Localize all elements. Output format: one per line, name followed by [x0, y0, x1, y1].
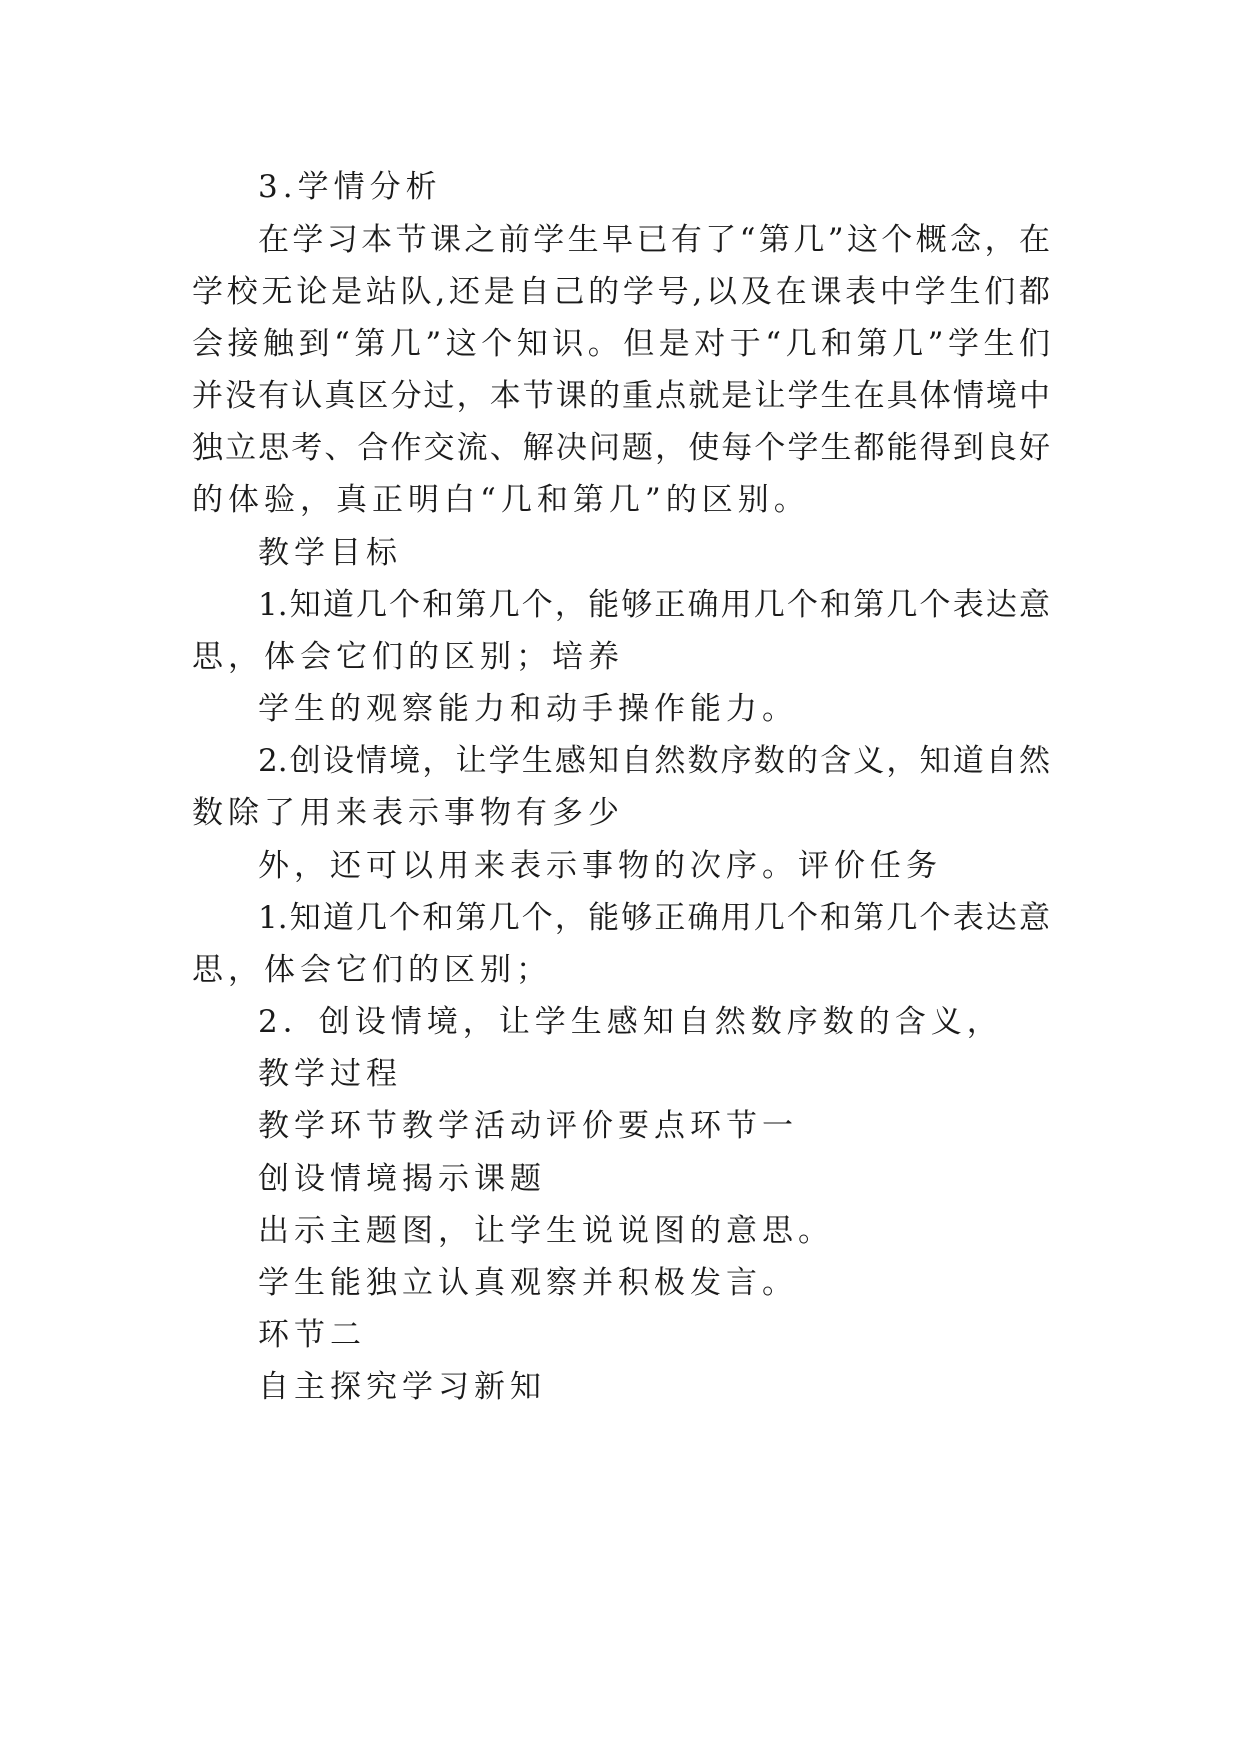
paragraph-line: 数除了用来表示事物有多少 — [192, 795, 624, 831]
paragraph-line: 学生的观察能力和动手操作能力。 — [258, 691, 798, 727]
paragraph-line: 独立思考、合作交流、解决问题，使每个学生都能得到良好 — [192, 430, 1050, 466]
paragraph-line: 会接触到“第几”这个知识。但是对于“几和第几”学生们 — [192, 326, 1050, 362]
paragraph-line: 思，体会它们的区别；培养 — [192, 639, 624, 675]
paragraph-line: 自主探究学习新知 — [258, 1369, 546, 1405]
section-heading-student-analysis: 3.学情分析 — [258, 169, 442, 205]
paragraph-line: 2.创设情境，让学生感知自然数序数的含义，知道自然 — [258, 743, 1050, 779]
paragraph-line: 学生能独立认真观察并积极发言。 — [258, 1265, 798, 1301]
paragraph-line: 1.知道几个和第几个，能够正确用几个和第几个表达意 — [258, 900, 1050, 936]
paragraph-line: 1.知道几个和第几个，能够正确用几个和第几个表达意 — [258, 587, 1050, 623]
paragraph-line: 思，体会它们的区别； — [192, 952, 552, 988]
paragraph-line: 学校无论是站队,还是自己的学号,以及在课表中学生们都 — [192, 274, 1050, 310]
section-heading-teaching-goals: 教学目标 — [258, 535, 402, 571]
section-heading-teaching-process: 教学过程 — [258, 1056, 402, 1092]
paragraph-line: 创设情境揭示课题 — [258, 1161, 546, 1197]
paragraph-line: 出示主题图，让学生说说图的意思。 — [258, 1213, 834, 1249]
paragraph-line: 教学环节教学活动评价要点环节一 — [258, 1108, 798, 1144]
paragraph-line: 并没有认真区分过，本节课的重点就是让学生在具体情境中 — [192, 378, 1050, 414]
paragraph-line: 的体验，真正明白“几和第几”的区别。 — [192, 482, 810, 518]
paragraph-line: 外，还可以用来表示事物的次序。评价任务 — [258, 848, 942, 884]
paragraph-line: 2．创设情境，让学生感知自然数序数的含义， — [258, 1004, 1003, 1040]
paragraph-line: 在学习本节课之前学生早已有了“第几”这个概念，在 — [258, 222, 1050, 258]
paragraph-line: 环节二 — [258, 1317, 366, 1353]
